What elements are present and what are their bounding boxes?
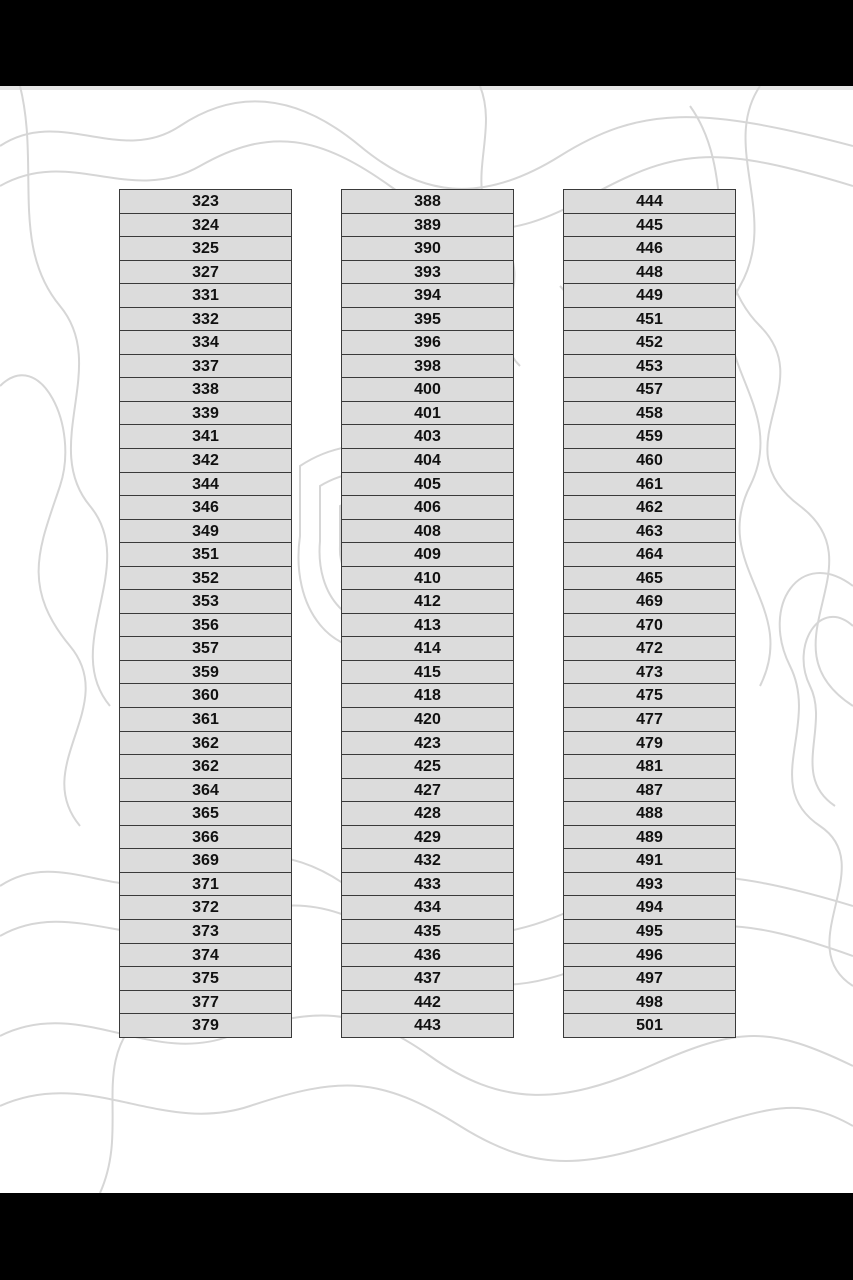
number-cell: 398 xyxy=(342,355,513,379)
number-cell: 453 xyxy=(564,355,735,379)
number-cell: 445 xyxy=(564,214,735,238)
number-cell: 459 xyxy=(564,425,735,449)
number-cell: 357 xyxy=(120,637,291,661)
number-cell: 443 xyxy=(342,1014,513,1038)
number-cell: 458 xyxy=(564,402,735,426)
number-cell: 442 xyxy=(342,991,513,1015)
number-cell: 435 xyxy=(342,920,513,944)
number-cell: 375 xyxy=(120,967,291,991)
number-cell: 444 xyxy=(564,190,735,214)
number-cell: 436 xyxy=(342,944,513,968)
number-cell: 356 xyxy=(120,614,291,638)
top-black-bar xyxy=(0,0,853,86)
number-cell: 465 xyxy=(564,567,735,591)
number-cell: 446 xyxy=(564,237,735,261)
number-cell: 337 xyxy=(120,355,291,379)
number-cell: 496 xyxy=(564,944,735,968)
number-column-2 xyxy=(341,189,514,1038)
number-cell: 457 xyxy=(564,378,735,402)
number-cell: 470 xyxy=(564,614,735,638)
number-cell: 349 xyxy=(120,520,291,544)
number-cell: 353 xyxy=(120,590,291,614)
number-cell: 395 xyxy=(342,308,513,332)
number-cell: 351 xyxy=(120,543,291,567)
number-column-1 xyxy=(119,189,292,1038)
number-cell: 414 xyxy=(342,637,513,661)
number-cell: 374 xyxy=(120,944,291,968)
number-cell: 501 xyxy=(564,1014,735,1038)
number-cell: 390 xyxy=(342,237,513,261)
number-cell: 403 xyxy=(342,425,513,449)
number-cell: 366 xyxy=(120,826,291,850)
number-cell: 434 xyxy=(342,896,513,920)
number-cell: 429 xyxy=(342,826,513,850)
number-cell: 472 xyxy=(564,637,735,661)
number-cell: 365 xyxy=(120,802,291,826)
number-cell: 451 xyxy=(564,308,735,332)
number-cell: 405 xyxy=(342,473,513,497)
number-cell: 325 xyxy=(120,237,291,261)
number-cell: 449 xyxy=(564,284,735,308)
number-cell: 344 xyxy=(120,473,291,497)
number-cell: 331 xyxy=(120,284,291,308)
number-cell: 396 xyxy=(342,331,513,355)
number-cell: 477 xyxy=(564,708,735,732)
number-cell: 413 xyxy=(342,614,513,638)
number-cell: 373 xyxy=(120,920,291,944)
number-cell: 346 xyxy=(120,496,291,520)
number-cell: 394 xyxy=(342,284,513,308)
number-column-3 xyxy=(563,189,736,1038)
number-cell: 327 xyxy=(120,261,291,285)
number-cell: 339 xyxy=(120,402,291,426)
number-cell: 415 xyxy=(342,661,513,685)
number-cell: 388 xyxy=(342,190,513,214)
number-cell: 495 xyxy=(564,920,735,944)
number-cell: 491 xyxy=(564,849,735,873)
number-cell: 332 xyxy=(120,308,291,332)
number-cell: 497 xyxy=(564,967,735,991)
number-cell: 487 xyxy=(564,779,735,803)
number-cell: 423 xyxy=(342,732,513,756)
number-cell: 338 xyxy=(120,378,291,402)
number-cell: 464 xyxy=(564,543,735,567)
number-cell: 418 xyxy=(342,684,513,708)
number-cell: 334 xyxy=(120,331,291,355)
number-cell: 409 xyxy=(342,543,513,567)
number-cell: 452 xyxy=(564,331,735,355)
number-cell: 360 xyxy=(120,684,291,708)
number-cell: 408 xyxy=(342,520,513,544)
number-cell: 432 xyxy=(342,849,513,873)
number-cell: 463 xyxy=(564,520,735,544)
number-cell: 410 xyxy=(342,567,513,591)
number-cell: 425 xyxy=(342,755,513,779)
number-cell: 342 xyxy=(120,449,291,473)
number-cell: 462 xyxy=(564,496,735,520)
number-cell: 361 xyxy=(120,708,291,732)
number-cell: 433 xyxy=(342,873,513,897)
number-cell: 369 xyxy=(120,849,291,873)
number-cell: 379 xyxy=(120,1014,291,1038)
number-cell: 481 xyxy=(564,755,735,779)
number-cell: 371 xyxy=(120,873,291,897)
number-cell: 475 xyxy=(564,684,735,708)
number-cell: 498 xyxy=(564,991,735,1015)
number-cell: 406 xyxy=(342,496,513,520)
number-cell: 359 xyxy=(120,661,291,685)
number-cell: 400 xyxy=(342,378,513,402)
number-cell: 404 xyxy=(342,449,513,473)
bottom-black-bar xyxy=(0,1193,853,1280)
number-cell: 428 xyxy=(342,802,513,826)
number-cell: 489 xyxy=(564,826,735,850)
number-cell: 473 xyxy=(564,661,735,685)
number-cell: 448 xyxy=(564,261,735,285)
number-cell: 494 xyxy=(564,896,735,920)
number-cell: 362 xyxy=(120,732,291,756)
number-cell: 362 xyxy=(120,755,291,779)
number-cell: 427 xyxy=(342,779,513,803)
number-cell: 493 xyxy=(564,873,735,897)
number-cell: 401 xyxy=(342,402,513,426)
document-page xyxy=(0,86,853,1193)
number-cell: 352 xyxy=(120,567,291,591)
number-cell: 460 xyxy=(564,449,735,473)
number-cell: 377 xyxy=(120,991,291,1015)
number-cell: 324 xyxy=(120,214,291,238)
number-cell: 393 xyxy=(342,261,513,285)
number-cell: 412 xyxy=(342,590,513,614)
number-cell: 479 xyxy=(564,732,735,756)
number-cell: 372 xyxy=(120,896,291,920)
number-cell: 461 xyxy=(564,473,735,497)
number-cell: 469 xyxy=(564,590,735,614)
number-cell: 488 xyxy=(564,802,735,826)
number-cell: 364 xyxy=(120,779,291,803)
number-cell: 389 xyxy=(342,214,513,238)
number-cell: 437 xyxy=(342,967,513,991)
number-cell: 323 xyxy=(120,190,291,214)
number-cell: 420 xyxy=(342,708,513,732)
number-cell: 341 xyxy=(120,425,291,449)
